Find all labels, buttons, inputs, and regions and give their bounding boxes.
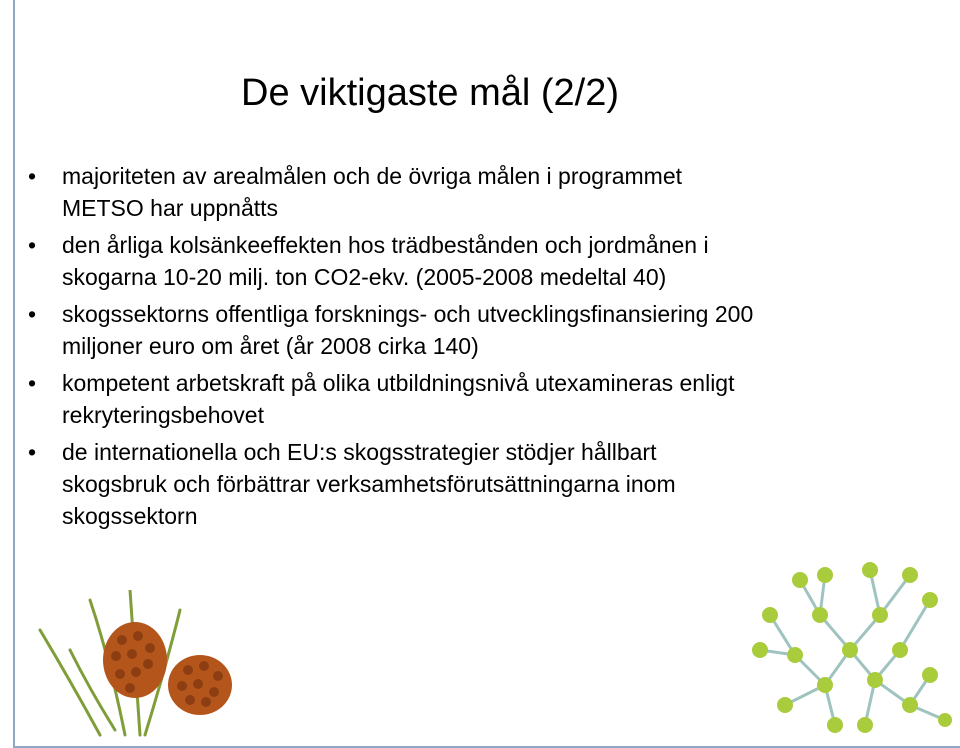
bullet-line: skogarna 10-20 milj. ton CO2-ekv. (2005-2008 medeltal 40)	[62, 264, 667, 290]
bullet-marker: •	[27, 232, 37, 258]
green-network-icon	[740, 555, 955, 745]
slide-frame-left	[13, 0, 15, 748]
bullet-line: den årliga kolsänkeeffekten hos trädbestånden och jordmånen i	[62, 232, 709, 258]
bullet-line: skogssektorn	[62, 503, 198, 529]
pine-cones-icon	[30, 590, 260, 740]
bullet-item	[22, 298, 902, 362]
bullet-marker: •	[27, 301, 37, 327]
slide-title: De viktigaste mål (2/2)	[241, 72, 620, 114]
bullet-line: miljoner euro om året (år 2008 cirka 140)	[62, 333, 479, 359]
bullet-line: de internationella och EU:s skogsstrategier stödjer hållbart	[62, 439, 657, 465]
bullet-marker: •	[27, 370, 37, 396]
bullet-line: kompetent arbetskraft på olika utbildningsnivå utexamineras enligt	[62, 370, 735, 396]
bullet-line: skogsbruk och förbättrar verksamhetsförutsättningarna inom	[62, 471, 676, 497]
bullet-item	[22, 160, 902, 224]
bullet-marker: •	[27, 439, 37, 465]
bullet-marker: •	[27, 163, 37, 189]
bullet-item	[22, 436, 902, 532]
bullet-item	[22, 229, 902, 293]
bullet-line: skogssektorns offentliga forsknings- och utvecklingsfinansiering 200	[62, 301, 754, 327]
bullet-line: rekryteringsbehovet	[62, 402, 264, 428]
bullet-line: METSO har uppnåtts	[62, 195, 279, 221]
bullet-item	[22, 367, 902, 431]
bullet-line: majoriteten av arealmålen och de övriga målen i programmet	[62, 163, 683, 189]
bullet-list	[22, 160, 902, 537]
